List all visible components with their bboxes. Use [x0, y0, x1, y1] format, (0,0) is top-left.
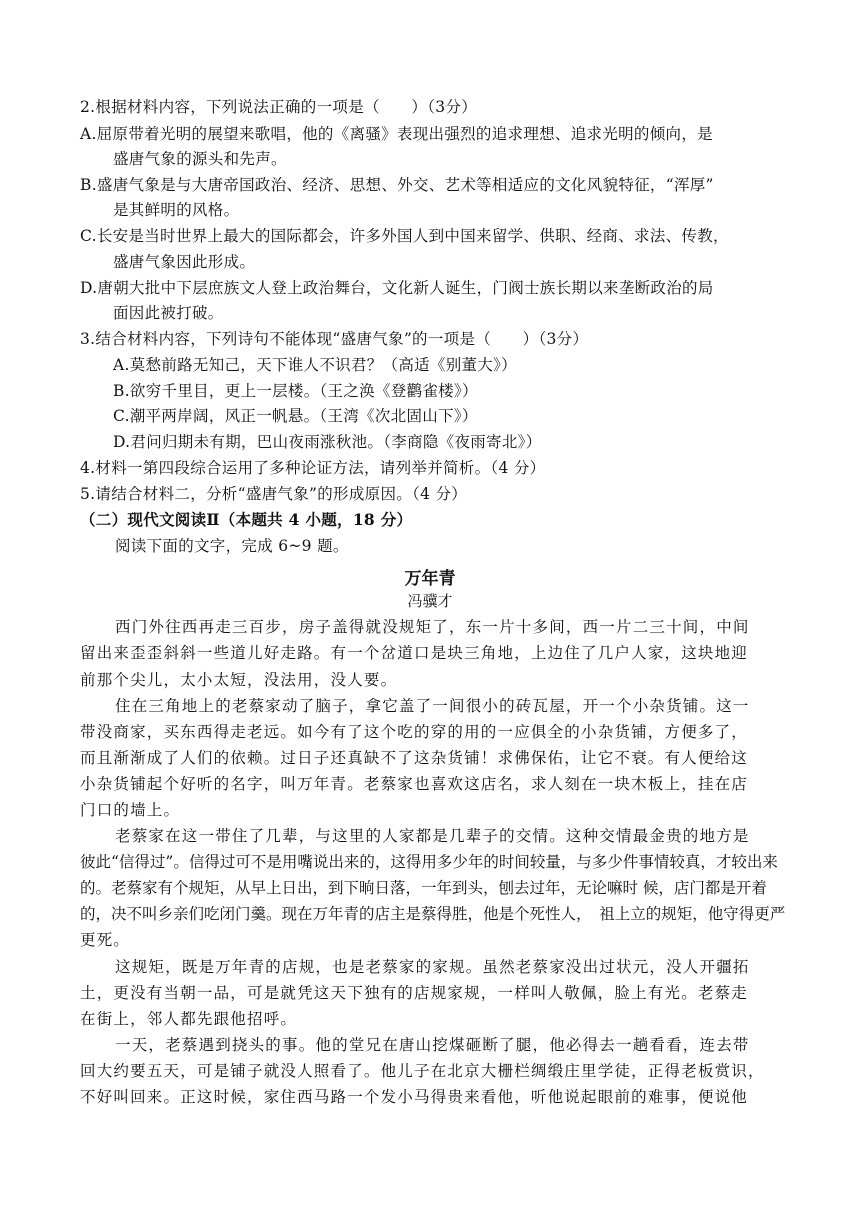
story-line: 老蔡家在这一带住了几辈，与这里的人家都是几辈子的交情。这种交情最金贵的地方是 [115, 827, 750, 845]
question-2-option-c: C.长安是当时世界上最大的国际都会，许多外国人到中国来留学、供职、经商、求法、传教， [80, 227, 729, 245]
story-line: 一天，老蔡遇到挠头的事。他的堂兄在唐山挖煤砸断了腿，他必得去一趟看看，连去带 [115, 1036, 750, 1054]
question-2-option-d: D.唐朝大批中下层庶族文人登上政治舞台，文化新人诞生，门阀士族长期以来垄断政治的局 [80, 279, 714, 297]
story-line: 门口的墙上。 [80, 801, 181, 819]
question-3-option-b: B.欲穷千里目，更上一层楼。（王之涣《登鹳雀楼》） [113, 382, 478, 400]
story-line: 这规矩，既是万年青的店规，也是老蔡家的家规。虽然老蔡家没出过状元，没人开疆拓 [115, 958, 750, 976]
story-line: 住在三角地上的老蔡家动了脑子，拿它盖了一间很小的砖瓦屋，开一个小杂货铺。这一 [115, 697, 750, 715]
question-4: 4.材料一第四段综合运用了多种论证方法，请列举并简析。（4 分） [80, 459, 546, 477]
question-2-option-b-cont: 是其鲜明的风格。 [113, 201, 240, 219]
question-2-option-c-cont: 盛唐气象因此形成。 [113, 253, 256, 271]
story-line: 前那个尖儿，太小太短，没法用，没人要。 [80, 671, 398, 689]
section-instruction: 阅读下面的文字，完成 6~9 题。 [115, 537, 349, 555]
question-2-option-a-cont: 盛唐气象的源头和先声。 [113, 150, 287, 168]
question-3-option-c: C.潮平两岸阔，风正一帆悬。（王湾《次北固山下》） [113, 407, 478, 425]
story-line: 带没商家，买东西得走老远。如今有了这个吃的穿的用的一应俱全的小杂货铺，方便多了， [80, 723, 749, 741]
story-line: 不好叫回来。正这时候，家住西马路一个发小马得贵来看他，听他说起眼前的难事，便说他 [80, 1088, 749, 1106]
question-2-option-b: B.盛唐气象是与大唐帝国政治、经济、思想、外交、艺术等相适应的文化风貌特征，“浑厚” [80, 176, 714, 194]
story-line: 西门外往西再走三百步，房子盖得就没规矩了，东一片十多间，西一片二三十间，中间 [115, 618, 750, 636]
story-line: 在街上，邻人都先跟他招呼。 [80, 1010, 298, 1028]
story-line: 的。老蔡家有个规矩，从早上日出，到下晌日落，一年到头，刨去过年，无论嘛时 候，店门都是开着 [80, 879, 767, 897]
question-3-option-d: D.君问归期未有期，巴山夜雨涨秋池。（李商隐《夜雨寄北》） [113, 433, 542, 451]
story-line: 彼此“信得过”。信得过可不是用嘴说出来的，这得用多少年的时间较量，与多少件事情较真，才较出来 [80, 853, 778, 871]
story-line: 留出来歪歪斜斜一些道儿好走路。有一个岔道口是块三角地，上边住了几户人家，这块地迎 [80, 644, 749, 662]
story-line: 更死。 [80, 931, 131, 949]
question-2-stem: 2.根据材料内容，下列说法正确的一项是（ ）（3分） [80, 98, 478, 116]
question-3-option-a: A.莫愁前路无知己，天下谁人不识君？（高适《别董大》） [113, 356, 517, 374]
section-heading: （二）现代文阅读Ⅱ（本题共 4 小题，18 分） [80, 510, 413, 529]
story-line: 回大约要五天，可是铺子就没人照看了。他儿子在北京大栅栏绸缎庄里学徒，正得老板赏识， [80, 1062, 765, 1080]
story-line: 土，更没有当朝一品，可是就凭这天下独有的店规家规，一样叫人敬佩，脸上有光。老蔡走 [80, 984, 749, 1002]
story-line: 的，决不叫乡亲们吃闭门羹。现在万年青的店主是蔡得胜，他是个死性人， 祖上立的规矩，他守得更严 [80, 905, 786, 923]
story-line: 而且渐渐成了人们的依赖。过日子还真缺不了这杂货铺！求佛保佑，让它不衰。有人便给这 [80, 749, 749, 767]
question-2-option-a: A.屈原带着光明的展望来歌唱，他的《离骚》表现出强烈的追求理想、追求光明的倾向，是 [80, 125, 713, 143]
story-title: 万年青 [404, 569, 456, 589]
question-2-option-d-cont: 面因此被打破。 [113, 304, 224, 322]
story-author: 冯骥才 [407, 592, 453, 610]
question-3-stem: 3.结合材料内容，下列诗句不能体现“盛唐气象”的一项是（ ）（3分） [80, 330, 589, 348]
story-line: 小杂货铺起个好听的名字，叫万年青。老蔡家也喜欢这店名，求人刻在一块木板上，挂在店 [80, 775, 749, 793]
question-5: 5.请结合材料二，分析“盛唐气象”的形成原因。（4 分） [80, 485, 468, 503]
